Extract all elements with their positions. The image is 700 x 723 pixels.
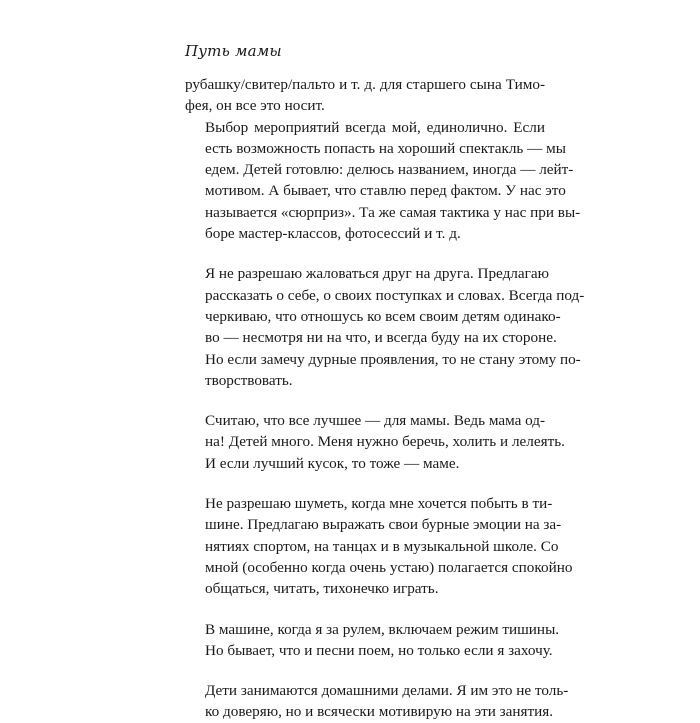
text-line: Дети занимаются домашними делами. Я им это не толь-: [205, 682, 569, 700]
text-line: боре мастер-классов, фотосессий и т. д.: [205, 225, 461, 243]
paragraph: [185, 493, 573, 599]
text-line: на! Детей много. Меня нужно беречь, холить и лелеять.: [205, 433, 565, 451]
text-line: Не разрешаю шуметь, когда мне хочется побыть в ти-: [205, 495, 553, 513]
text-line: нятиях спортом, на танцах и в музыкальной школе. Со: [205, 537, 559, 555]
running-head: Путь мамы: [185, 42, 282, 60]
text-line: мной (особенно когда очень устаю) полагается спокойно: [205, 558, 573, 576]
text-line: есть возможность попасть на хороший спектакль — мы: [205, 139, 566, 157]
text-line: называется «сюрприз». Та же самая тактика у нас при вы-: [205, 203, 581, 221]
text-line: общаться, читать, тихонечко играть.: [205, 580, 439, 598]
paragraph: [185, 410, 565, 474]
text-line: В машине, когда я за рулем, включаем режим тишины.: [205, 620, 560, 638]
text-line: фея, он все это носит.: [185, 97, 325, 115]
text-line: рубашку/свитер/пальто и т. д. для старшего сына Тимо-: [185, 76, 545, 93]
text-line: шине. Предлагаю выражать свои бурные эмоции на за-: [205, 516, 562, 534]
text-line: творствовать.: [205, 371, 293, 389]
paragraph: [185, 680, 569, 723]
text-line: Я не разрешаю жаловаться друг на друга. Предлагаю: [205, 265, 549, 283]
text-line: Считаю, что все лучшее — для мамы. Ведь мама од-: [205, 412, 546, 430]
text-line: Но если замечу дурные проявления, то не стану этому по-: [205, 350, 581, 368]
text-line: Но бывает, что и песни поем, но только если я захочу.: [205, 641, 553, 659]
text-line: едем. Детей готовлю: делюсь названием, иногда — лейт-: [205, 161, 574, 179]
paragraph: [185, 117, 581, 245]
text-line: рассказать о себе, о своих поступках и словах. Всегда под-: [205, 286, 585, 304]
paragraph: [185, 74, 545, 117]
text-line: И если лучший кусок, то тоже — маме.: [205, 454, 460, 472]
text-line: мотивом. А бывает, что ставлю перед фактом. У нас это: [205, 182, 566, 200]
text-line: черкиваю, что отношусь ко всем своим детям одинако-: [205, 307, 561, 325]
text-column: [185, 74, 585, 723]
paragraph: [185, 619, 560, 662]
text-line: во — несмотря ни на что, и всегда буду на их стороне.: [205, 329, 557, 347]
paragraph: [185, 263, 585, 391]
text-line: ко доверяю, но и всячески мотивирую на эти занятия.: [205, 703, 554, 721]
text-line: Выбор мероприятий всегда мой, единолично. Если: [205, 118, 545, 136]
